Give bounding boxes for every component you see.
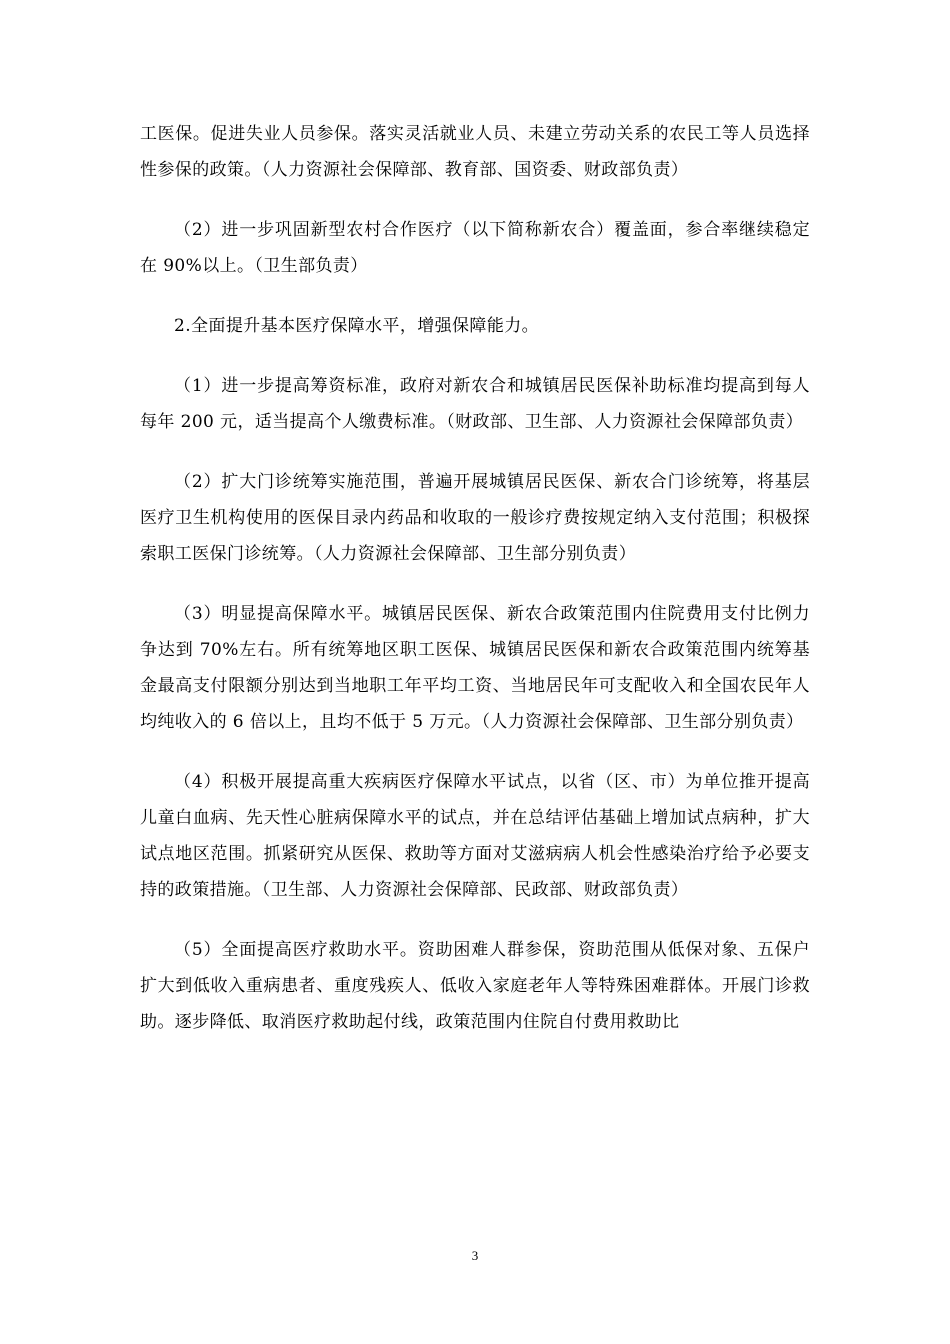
paragraph-item-3-protection-level: （3）明显提高保障水平。城镇居民医保、新农合政策范围内住院费用支付比例力争达到 70%左右。所有统筹地区职工医保、城镇居民医保和新农合政策范围内统筹基金最高支付限额分别达到当地职工年平均工资、当地居民年可支配收入和全国农民年人均纯收入的 6 倍以上，且均不低于 5 万元。（人力资源社会保障部、卫生部分别负责） <box>140 604 810 732</box>
page-number: 3 <box>471 1248 479 1263</box>
paragraph-item-2-outpatient: （2）扩大门诊统筹实施范围，普遍开展城镇居民医保、新农合门诊统筹，将基层医疗卫生机构使用的医保目录内药品和收取的一般诊疗费按规定纳入支付范围；积极探索职工医保门诊统筹。（人力资源社会保障部、卫生部分别负责） <box>140 472 810 564</box>
paragraph-item-5-medical-aid: （5）全面提高医疗救助水平。资助困难人群参保，资助范围从低保对象、五保户扩大到低收入重病患者、重度残疾人、低收入家庭老年人等特殊困难群体。开展门诊救助。逐步降低、取消医疗救助起付线，政策范围内住院自付费用救助比 <box>140 940 810 1032</box>
paragraph-item-4-major-illness: （4）积极开展提高重大疾病医疗保障水平试点，以省（区、市）为单位推开提高儿童白血病、先天性心脏病保障水平的试点，并在总结评估基础上增加试点病种，扩大试点地区范围。抓紧研究从医保、救助等方面对艾滋病病人机会性感染治疗给予必要支持的政策措施。（卫生部、人力资源社会保障部、民政部、财政部负责） <box>140 772 810 900</box>
paragraph-item-2-coverage: （2）进一步巩固新型农村合作医疗（以下简称新农合）覆盖面，参合率继续稳定在 90%以上。（卫生部负责） <box>140 220 810 276</box>
section-heading-2: 2.全面提升基本医疗保障水平，增强保障能力。 <box>174 316 540 336</box>
paragraph-continued: 工医保。促进失业人员参保。落实灵活就业人员、未建立劳动关系的农民工等人员选择性参保的政策。（人力资源社会保障部、教育部、国资委、财政部负责） <box>140 124 810 180</box>
paragraph-item-1-funding: （1）进一步提高筹资标准，政府对新农合和城镇居民医保补助标准均提高到每人每年 200 元，适当提高个人缴费标准。（财政部、卫生部、人力资源社会保障部负责） <box>140 376 810 432</box>
document-body <box>140 116 810 1064</box>
